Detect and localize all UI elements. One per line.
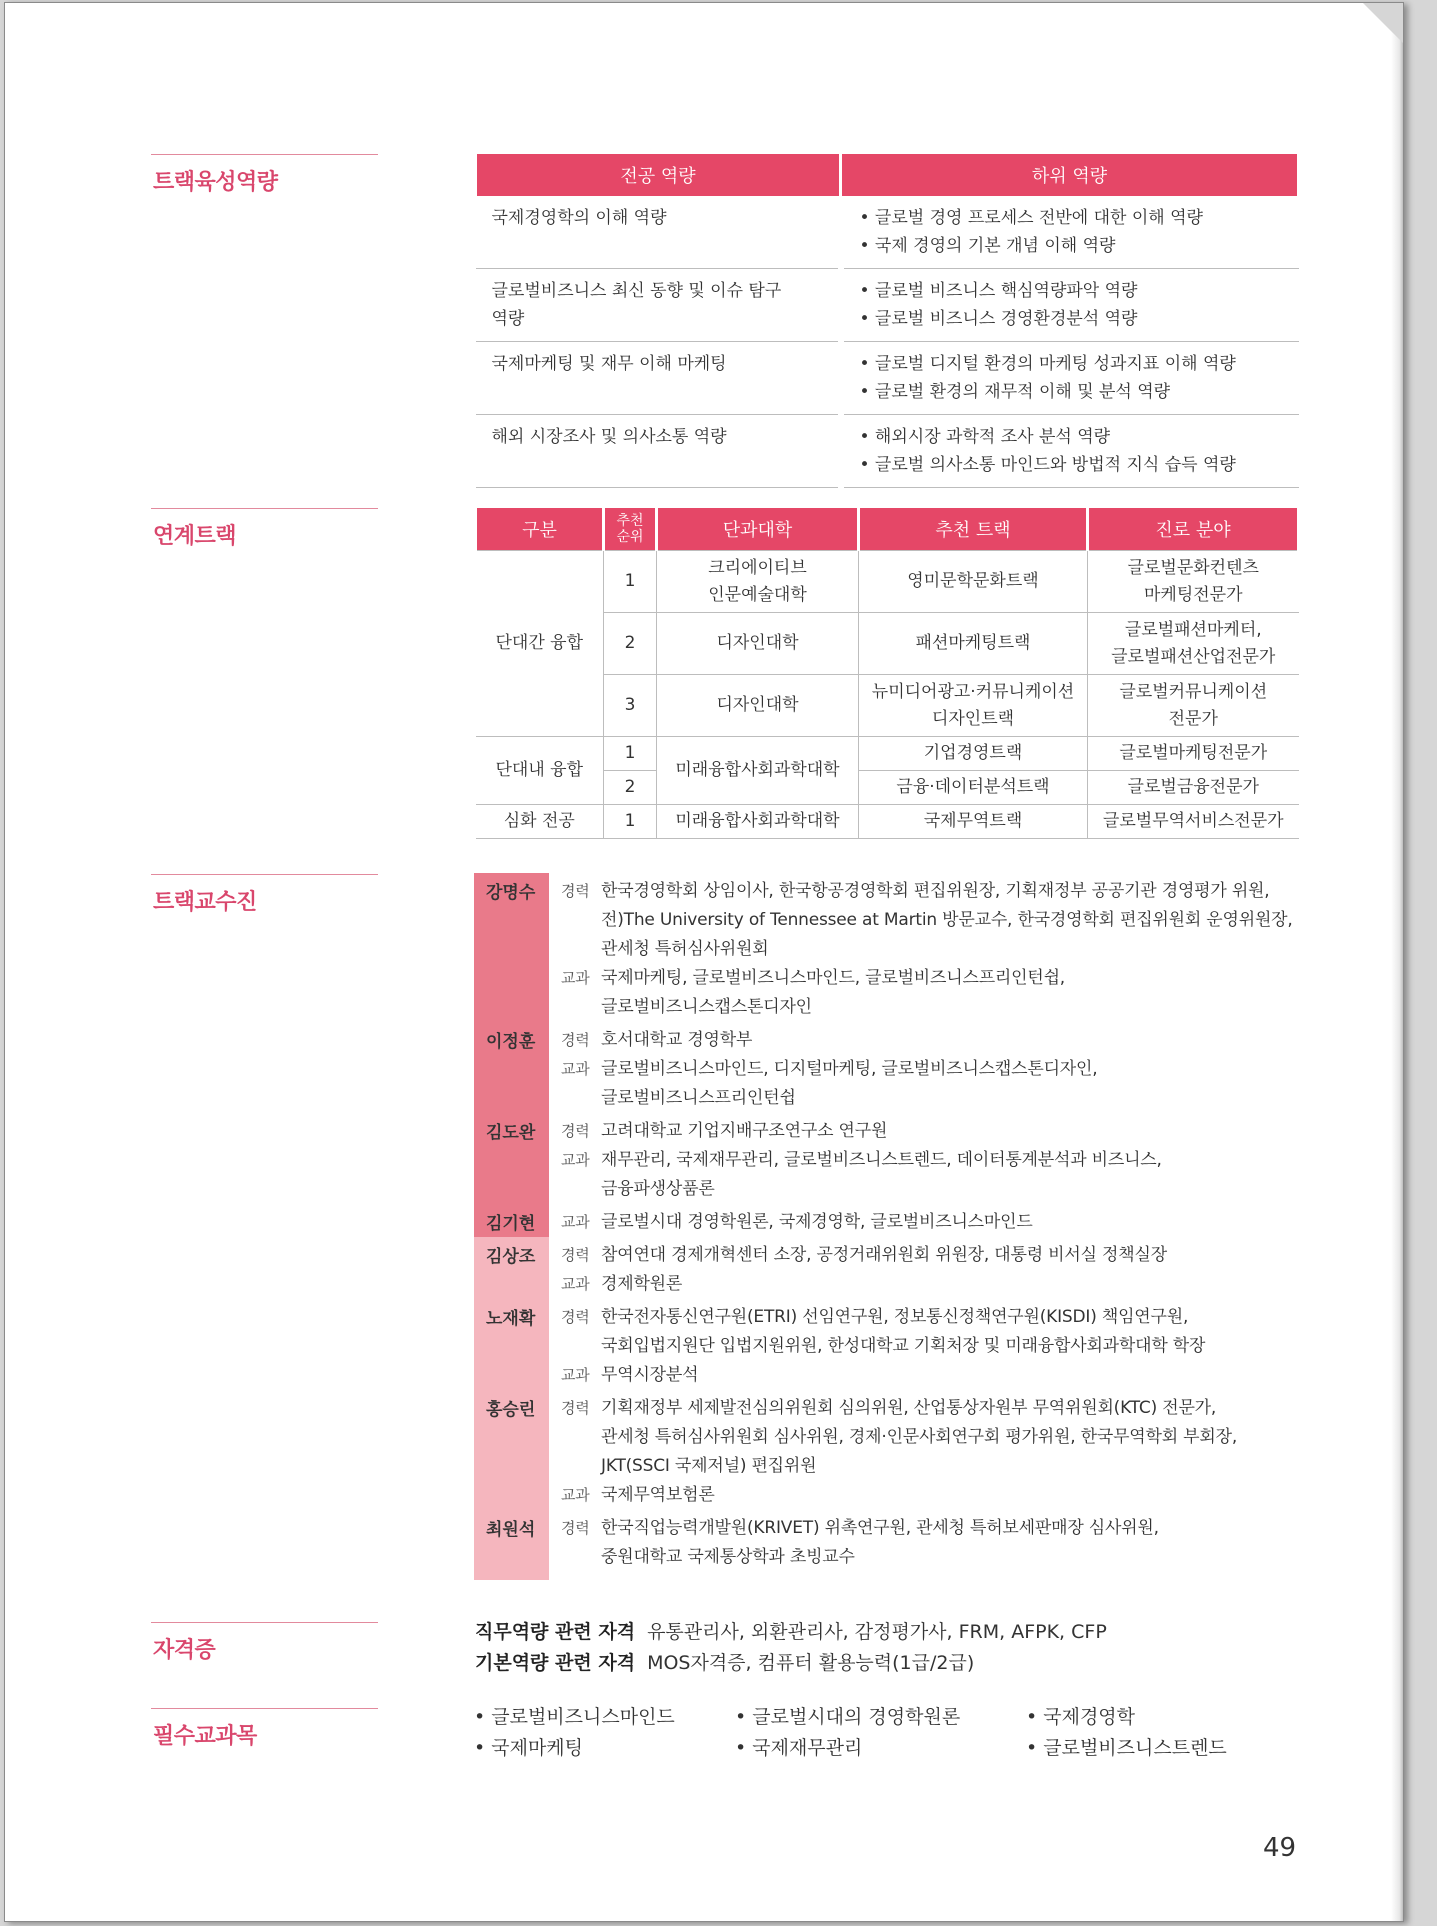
section-title-cert: 자격증 bbox=[153, 1638, 216, 1663]
track-cell bbox=[859, 675, 1088, 737]
document-page bbox=[4, 2, 1404, 1922]
faculty-detail: 경제학원론 bbox=[601, 1274, 683, 1294]
faculty-tag: 교과 bbox=[561, 1366, 590, 1384]
faculty-detail: 글로벌시대 경영학원론, 국제경영학, 글로벌비즈니스마인드 bbox=[601, 1212, 1033, 1232]
career-cell bbox=[1088, 613, 1299, 675]
section-divider bbox=[151, 154, 378, 155]
faculty-detail: 고려대학교 기업지배구조연구소 연구원 bbox=[601, 1121, 888, 1141]
faculty-name: 강명수 bbox=[474, 873, 549, 1022]
career-line: 전문가 bbox=[1168, 708, 1218, 729]
competency-header-major: 전공 역량 bbox=[476, 154, 841, 196]
faculty-tag: 교과 bbox=[561, 1151, 590, 1169]
faculty-tag: 교과 bbox=[561, 1486, 590, 1504]
required-course: • 글로벌비즈니스트렌드 bbox=[1026, 1737, 1227, 1759]
section-divider bbox=[151, 874, 378, 875]
faculty-tag bbox=[561, 1175, 601, 1204]
section-title-linked: 연계트랙 bbox=[153, 524, 237, 549]
major-competency: 국제경영학의 이해 역량 bbox=[491, 208, 667, 228]
faculty-detail: 한국경영학회 상임이사, 한국항공경영학회 편집위원장, 기획재정부 공공기관 경영평가 위원, bbox=[601, 881, 1270, 901]
rank-cell: 1 bbox=[604, 805, 657, 839]
section-title-faculty: 트랙교수진 bbox=[153, 890, 257, 915]
faculty-name: 최원석 bbox=[474, 1510, 549, 1580]
linked-header-rank bbox=[604, 508, 657, 551]
career-line: 글로벌문화컨텐츠 bbox=[1127, 557, 1259, 578]
sub-competency: • 글로벌 디지털 환경의 마케팅 성과지표 이해 역량 bbox=[859, 354, 1236, 374]
faculty-name: 이정훈 bbox=[474, 1022, 549, 1113]
sub-competency: • 글로벌 환경의 재무적 이해 및 분석 역량 bbox=[859, 382, 1171, 402]
faculty-detail: 국회입법지원단 입법지원위원, 한성대학교 기획처장 및 미래융합사회과학대학 학장 bbox=[601, 1336, 1206, 1356]
faculty-detail: 재무관리, 국제재무관리, 글로벌비즈니스트렌드, 데이터통계분석과 비즈니스, bbox=[601, 1150, 1162, 1170]
required-course: • 국제경영학 bbox=[1026, 1706, 1136, 1728]
faculty-tag: 경력 bbox=[561, 1122, 590, 1140]
table-row bbox=[476, 342, 1299, 415]
faculty-detail: 국제무역보험론 bbox=[601, 1485, 715, 1505]
track-cell: 영미문학문화트랙 bbox=[859, 551, 1088, 613]
group-label: 단대간 융합 bbox=[476, 551, 604, 737]
career-cell: 글로벌금융전문가 bbox=[1088, 771, 1299, 805]
college-cell: 미래융합사회과학대학 bbox=[657, 737, 859, 805]
faculty-detail: 글로벌비즈니스마인드, 디지털마케팅, 글로벌비즈니스캡스톤디자인, bbox=[601, 1059, 1098, 1079]
faculty-name: 김도완 bbox=[474, 1113, 549, 1204]
certificate-label: 기본역량 관련 자격 bbox=[475, 1652, 636, 1674]
section-title-required: 필수교과목 bbox=[153, 1724, 257, 1749]
college-cell: 미래융합사회과학대학 bbox=[657, 805, 859, 839]
page-edge-shadow bbox=[1391, 3, 1403, 1921]
required-course: • 글로벌시대의 경영학원론 bbox=[735, 1706, 961, 1728]
track-cell: 금융·데이터분석트랙 bbox=[859, 771, 1088, 805]
faculty-entry bbox=[474, 1113, 1314, 1204]
faculty-name: 노재확 bbox=[474, 1299, 549, 1390]
college-line: 크리에이티브 bbox=[708, 557, 807, 578]
faculty-name: 홍승린 bbox=[474, 1390, 549, 1510]
rank-cell: 2 bbox=[604, 771, 657, 805]
section-divider bbox=[151, 508, 378, 509]
page-corner bbox=[1363, 3, 1403, 43]
linked-track-table bbox=[474, 508, 1300, 839]
faculty-list bbox=[474, 873, 1314, 1580]
faculty-detail: 글로벌비즈니스캡스톤디자인 bbox=[601, 997, 812, 1017]
faculty-tag bbox=[561, 1423, 601, 1452]
sub-competency: • 글로벌 의사소통 마인드와 방법적 지식 습득 역량 bbox=[859, 455, 1236, 475]
faculty-entry bbox=[474, 873, 1314, 1022]
track-line: 뉴미디어광고·커뮤니케이션 bbox=[871, 681, 1075, 702]
table-row bbox=[476, 737, 1299, 771]
certificate-value: 유통관리사, 외환관리사, 감정평가사, FRM, AFPK, CFP bbox=[647, 1621, 1107, 1643]
faculty-detail: 관세청 특허심사위원회 심사위원, 경제·인문사회연구회 평가위원, 한국무역학회 부회장, bbox=[601, 1427, 1238, 1447]
college-cell bbox=[657, 551, 859, 613]
faculty-detail: 한국전자통신연구원(ETRI) 선임연구원, 정보통신정책연구원(KISDI) 책임연구원, bbox=[601, 1307, 1189, 1327]
certificate-line bbox=[475, 1617, 1107, 1648]
page-number: 49 bbox=[1263, 1833, 1297, 1863]
faculty-tag bbox=[561, 1543, 601, 1572]
group-label: 심화 전공 bbox=[476, 805, 604, 839]
faculty-name: 김기현 bbox=[474, 1204, 549, 1237]
competency-header-sub: 하위 역량 bbox=[841, 154, 1299, 196]
rank-header-line1: 추천 bbox=[616, 513, 644, 529]
rank-header-line2: 순위 bbox=[616, 529, 644, 545]
faculty-detail: 한국직업능력개발원(KRIVET) 위촉연구원, 관세청 특허보세판매장 심사위원, bbox=[601, 1518, 1159, 1538]
faculty-detail: 기획재정부 세제발전심의위원회 심의위원, 산업통상자원부 무역위원회(KTC) 전문가, bbox=[601, 1398, 1217, 1418]
faculty-tag: 경력 bbox=[561, 1031, 590, 1049]
rank-cell: 1 bbox=[604, 737, 657, 771]
faculty-tag bbox=[561, 935, 601, 964]
career-line: 마케팅전문가 bbox=[1143, 584, 1243, 605]
major-competency: 국제마케팅 및 재무 이해 마케팅 bbox=[491, 354, 727, 374]
faculty-entry bbox=[474, 1237, 1314, 1299]
faculty-tag bbox=[561, 1332, 601, 1361]
college-cell: 디자인대학 bbox=[657, 675, 859, 737]
faculty-tag: 교과 bbox=[561, 1275, 590, 1293]
rank-cell: 3 bbox=[604, 675, 657, 737]
section-divider bbox=[151, 1622, 378, 1623]
faculty-detail: 무역시장분석 bbox=[601, 1365, 699, 1385]
linked-header-category: 구분 bbox=[476, 508, 604, 551]
faculty-entry bbox=[474, 1390, 1314, 1510]
faculty-tag: 경력 bbox=[561, 1308, 590, 1326]
linked-header-career: 진로 분야 bbox=[1088, 508, 1299, 551]
required-course: • 국제마케팅 bbox=[474, 1737, 584, 1759]
faculty-tag bbox=[561, 906, 601, 935]
faculty-entry bbox=[474, 1299, 1314, 1390]
table-row bbox=[476, 269, 1299, 342]
major-competency: 글로벌비즈니스 최신 동향 및 이슈 탐구 bbox=[491, 281, 782, 301]
track-cell: 기업경영트랙 bbox=[859, 737, 1088, 771]
faculty-tag: 교과 bbox=[561, 969, 590, 987]
faculty-tag: 교과 bbox=[561, 1060, 590, 1078]
required-course: • 글로벌비즈니스마인드 bbox=[474, 1706, 675, 1728]
table-row bbox=[476, 551, 1299, 613]
faculty-detail: 호서대학교 경영학부 bbox=[601, 1030, 753, 1050]
rank-cell: 1 bbox=[604, 551, 657, 613]
table-row bbox=[476, 196, 1299, 269]
faculty-entry bbox=[474, 1022, 1314, 1113]
faculty-tag: 경력 bbox=[561, 1399, 590, 1417]
sub-competency: • 글로벌 비즈니스 경영환경분석 역량 bbox=[859, 309, 1138, 329]
career-line: 글로벌패션마케터, bbox=[1124, 619, 1262, 640]
faculty-tag: 경력 bbox=[561, 1246, 590, 1264]
sub-competency: • 국제 경영의 기본 개념 이해 역량 bbox=[859, 236, 1116, 256]
competency-table bbox=[474, 154, 1300, 488]
sub-competency: • 글로벌 경영 프로세스 전반에 대한 이해 역량 bbox=[859, 208, 1203, 228]
career-cell: 글로벌마케팅전문가 bbox=[1088, 737, 1299, 771]
certificate-line bbox=[475, 1648, 974, 1679]
career-line: 글로벌패션산업전문가 bbox=[1111, 646, 1276, 667]
faculty-detail: 관세청 특허심사위원회 bbox=[601, 939, 769, 959]
faculty-tag: 경력 bbox=[561, 1519, 590, 1537]
major-competency: 해외 시장조사 및 의사소통 역량 bbox=[491, 427, 727, 447]
faculty-tag bbox=[561, 1452, 601, 1481]
certificate-label: 직무역량 관련 자격 bbox=[475, 1621, 636, 1643]
track-cell: 패션마케팅트랙 bbox=[859, 613, 1088, 675]
table-row bbox=[476, 415, 1299, 488]
table-row bbox=[476, 805, 1299, 839]
career-line: 글로벌커뮤니케이션 bbox=[1119, 681, 1268, 702]
sub-competency: • 글로벌 비즈니스 핵심역량파악 역량 bbox=[859, 281, 1138, 301]
faculty-detail: 참여연대 경제개혁센터 소장, 공정거래위원회 위원장, 대통령 비서실 정책실장 bbox=[601, 1245, 1167, 1265]
career-cell bbox=[1088, 551, 1299, 613]
certificate-value: MOS자격증, 컴퓨터 활용능력(1급/2급) bbox=[647, 1652, 975, 1674]
rank-cell: 2 bbox=[604, 613, 657, 675]
faculty-tag: 교과 bbox=[561, 1213, 590, 1231]
career-cell: 글로벌무역서비스전문가 bbox=[1088, 805, 1299, 839]
sub-competency: • 해외시장 과학적 조사 분석 역량 bbox=[859, 427, 1111, 447]
faculty-detail: 전)The University of Tennessee at Martin 방문교수, 한국경영학회 편집위원회 운영위원장, bbox=[601, 910, 1293, 930]
faculty-tag bbox=[561, 993, 601, 1022]
required-course: • 국제재무관리 bbox=[735, 1737, 863, 1759]
section-title-competency: 트랙육성역량 bbox=[153, 170, 278, 195]
faculty-detail: 중원대학교 국제통상학과 초빙교수 bbox=[601, 1547, 855, 1567]
faculty-detail: JKT(SSCI 국제저널) 편집위원 bbox=[601, 1456, 817, 1476]
faculty-name: 김상조 bbox=[474, 1237, 549, 1299]
faculty-detail: 글로벌비즈니스프리인턴쉽 bbox=[601, 1088, 796, 1108]
track-cell: 국제무역트랙 bbox=[859, 805, 1088, 839]
career-cell bbox=[1088, 675, 1299, 737]
faculty-detail: 국제마케팅, 글로벌비즈니스마인드, 글로벌비즈니스프리인턴쉽, bbox=[601, 968, 1066, 988]
major-competency-cont: 역량 bbox=[491, 309, 525, 329]
linked-header-college: 단과대학 bbox=[657, 508, 859, 551]
group-label: 단대내 융합 bbox=[476, 737, 604, 805]
linked-header-track: 추천 트랙 bbox=[859, 508, 1088, 551]
college-cell: 디자인대학 bbox=[657, 613, 859, 675]
college-line: 인문예술대학 bbox=[708, 584, 807, 605]
faculty-tag bbox=[561, 1084, 601, 1113]
track-line: 디자인트랙 bbox=[931, 708, 1015, 729]
faculty-tag: 경력 bbox=[561, 882, 590, 900]
faculty-entry bbox=[474, 1510, 1314, 1580]
faculty-detail: 금융파생상품론 bbox=[601, 1179, 715, 1199]
faculty-entry bbox=[474, 1204, 1314, 1237]
section-divider bbox=[151, 1708, 378, 1709]
